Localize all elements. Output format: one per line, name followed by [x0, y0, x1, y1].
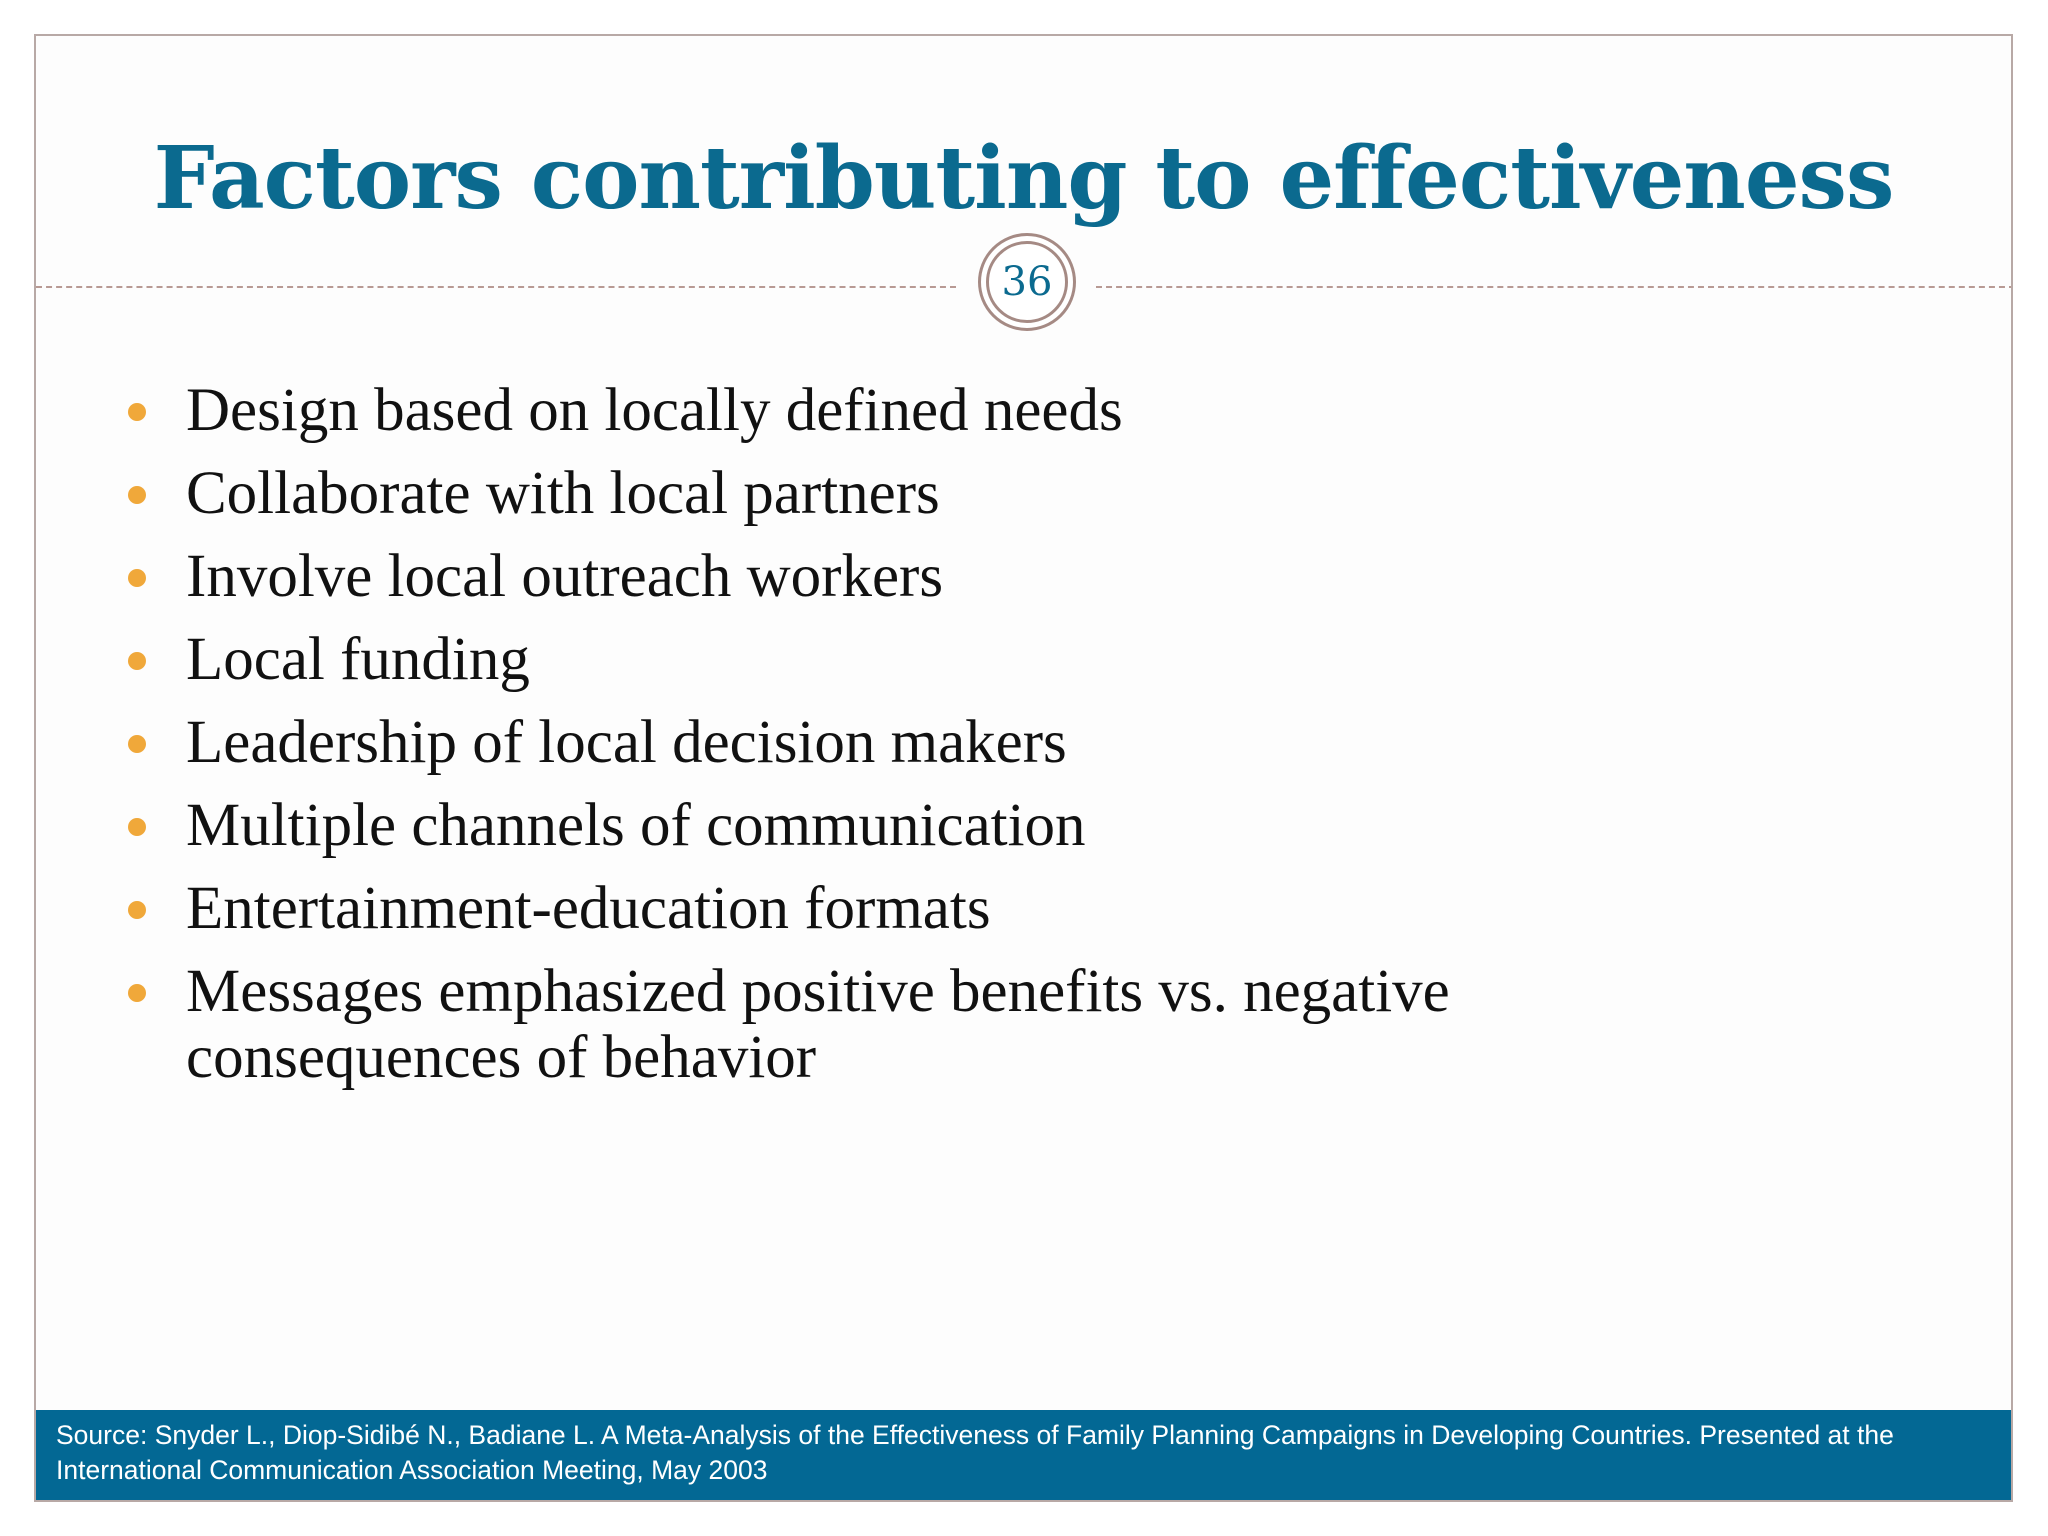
bullet-text: Leadership of local decision makers: [186, 709, 1067, 776]
bullet-item: [96, 378, 1696, 444]
bullet-text: Messages emphasized positive benefits vs. negative consequences of behavior: [186, 958, 1450, 1091]
bullet-dot-icon: [128, 901, 146, 919]
bullet-dot-icon: [128, 486, 146, 504]
source-footer: [36, 1410, 2011, 1500]
bullet-item: [96, 627, 1696, 693]
bullet-dot-icon: [128, 735, 146, 753]
bullet-item: [96, 710, 1696, 776]
bullet-text: Multiple channels of communication: [186, 792, 1086, 859]
slide-title: Factors contributing to effectiveness: [153, 128, 1894, 229]
bullet-text: Collaborate with local partners: [186, 460, 940, 527]
slide: [34, 34, 2013, 1502]
page-number-badge: [978, 233, 1076, 331]
bullet-item: [96, 461, 1696, 527]
bullet-text: Local funding: [186, 626, 530, 693]
bullet-dot-icon: [128, 818, 146, 836]
bullet-dot-icon: [128, 984, 146, 1002]
bullet-item: [96, 544, 1696, 610]
bullet-text: Entertainment-education formats: [186, 875, 991, 942]
bullet-text: Design based on locally defined needs: [186, 377, 1123, 444]
source-text: Source: Snyder L., Diop-Sidibé N., Badiane L. A Meta-Analysis of the Effectiveness of Family Planning Campaigns in Developing Countries. Presented at the International Communication Association Meeting, May 2003: [56, 1420, 1894, 1485]
bullet-list: [96, 378, 1696, 1108]
page-number: 36: [986, 241, 1068, 323]
bullet-item: [96, 876, 1696, 942]
bullet-item: [96, 959, 1696, 1091]
bullet-dot-icon: [128, 652, 146, 670]
bullet-dot-icon: [128, 569, 146, 587]
divider-right: [1096, 286, 2013, 288]
divider-left: [36, 286, 956, 288]
bullet-item: [96, 793, 1696, 859]
bullet-text: Involve local outreach workers: [186, 543, 944, 610]
bullet-dot-icon: [128, 403, 146, 421]
